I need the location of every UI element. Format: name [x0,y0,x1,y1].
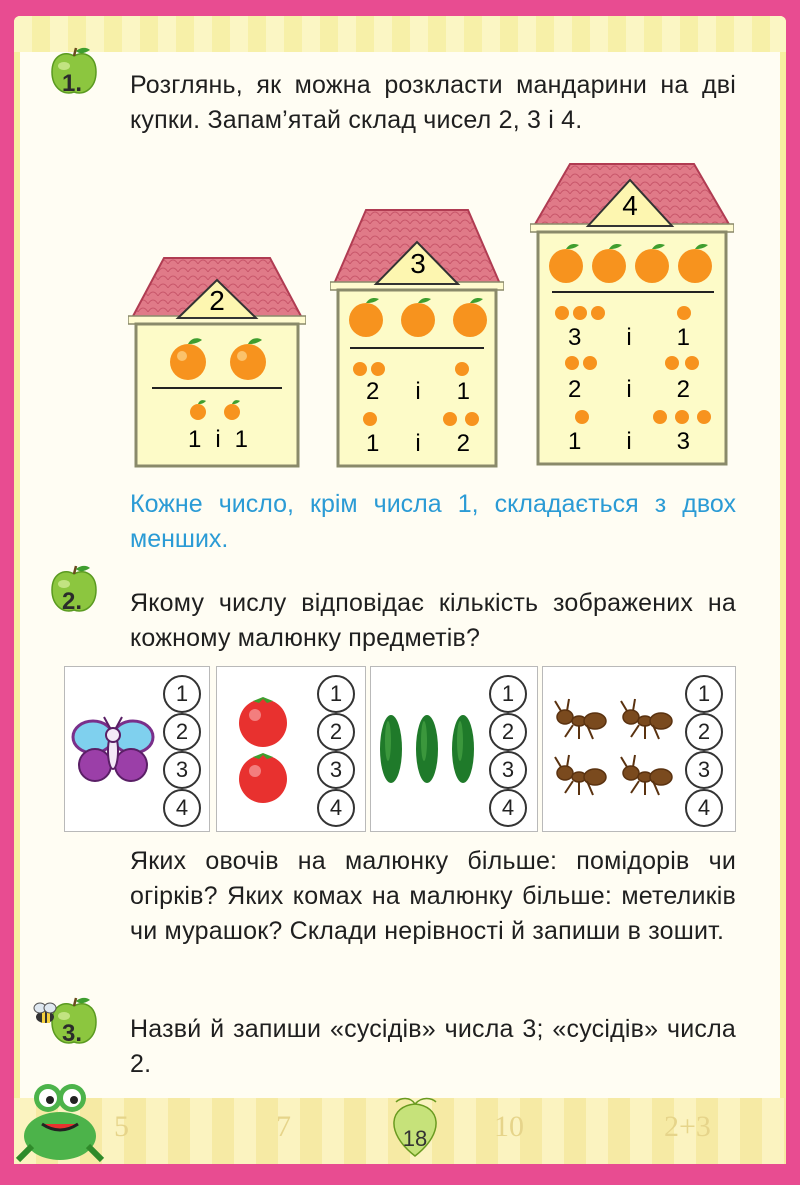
house-2-roof-number: 2 [209,285,225,316]
option-2[interactable]: 2 [489,713,527,751]
ant-icon [551,691,681,803]
oranges-whole [546,240,716,286]
option-4[interactable]: 4 [317,789,355,827]
option-4[interactable]: 4 [489,789,527,827]
card-butterfly [64,666,210,832]
oranges-split-row1 [350,356,480,378]
option-3[interactable]: 3 [685,751,723,789]
row-left: 1 [568,428,582,455]
option-2[interactable]: 2 [685,713,723,751]
card-ants [542,666,736,832]
house-4-row-2 [568,376,690,404]
deco-number: 10 [494,1110,524,1143]
option-2[interactable]: 2 [317,713,355,751]
task-number-2: 2. [62,588,83,615]
bee-icon [30,1000,60,1030]
row-right: 1 [234,426,248,453]
frog-icon [12,1076,108,1168]
option-4[interactable]: 4 [685,789,723,827]
row-right: 2 [456,430,470,457]
deco-number: 5 [114,1110,129,1143]
option-3[interactable]: 3 [317,751,355,789]
oranges-split-row3 [556,404,716,426]
option-3[interactable]: 3 [163,751,201,789]
rule-text: Кожне число, крім числа 1, складається з двох менших. [130,490,736,553]
oranges-split-row2 [556,350,706,372]
option-2[interactable]: 2 [163,713,201,751]
oranges-split-row2 [350,406,486,428]
cucumber-icon [375,711,479,787]
row-mid: і [415,430,421,457]
option-1[interactable]: 1 [489,675,527,713]
row-mid: і [626,376,632,403]
task-2-question: Яких овочів на малюнку більше: помідорів чи огірків? Яких комах на малюнку більше: метеликів чи мурашок? Склади нерівності й запиши в зошит. [130,847,736,945]
row-mid: і [626,428,632,455]
row-right: 1 [676,324,690,351]
row-left: 2 [568,376,582,403]
house-3-row-1 [366,378,470,406]
task-3-text: Назви́ й запиши «сусідів» числа 3; «сусідів» числа 2. [130,1015,736,1078]
option-3[interactable]: 3 [489,751,527,789]
option-1[interactable]: 1 [163,675,201,713]
oranges-whole [166,336,276,386]
task-number-3: 3. [62,1020,83,1047]
task-number-1: 1. [62,70,83,97]
task-1-text: Розглянь, як можна розкласти мандарини на дві купки. Запам’ятай склад чисел 2, 3 і 4. [130,71,736,134]
option-1[interactable]: 1 [685,675,723,713]
house-4-row-1 [568,324,690,352]
page-number: 18 [402,1126,428,1151]
row-left: 3 [568,324,582,351]
row-left: 2 [366,378,380,405]
house-4-row-3 [568,428,690,456]
card-cucumbers [370,666,538,832]
oranges-split-row1 [550,300,700,322]
row-left: 1 [366,430,380,457]
row-mid: і [626,324,632,351]
house-4-roof-number: 4 [622,190,638,221]
option-1[interactable]: 1 [317,675,355,713]
house-3-roof-number: 3 [410,248,426,279]
row-right: 3 [676,428,690,455]
task-2-text: Якому числу відповідає кількість зображених на кожному малюнку предметів? [130,589,736,652]
oranges-split [186,398,246,422]
deco-number: 7 [276,1110,291,1143]
oranges-whole [346,296,490,340]
row-right: 2 [676,376,690,403]
row-left: 1 [188,426,202,453]
tomato-icon [233,689,293,809]
top-decorative-band [14,16,786,52]
option-4[interactable]: 4 [163,789,201,827]
house-2-row [188,426,248,454]
house-3-row-2 [366,430,470,458]
row-mid: і [415,378,421,405]
row-right: 1 [456,378,470,405]
deco-number: 2+3 [664,1110,711,1143]
card-tomatoes [216,666,366,832]
row-mid: і [215,426,221,453]
butterfly-icon [71,715,155,785]
